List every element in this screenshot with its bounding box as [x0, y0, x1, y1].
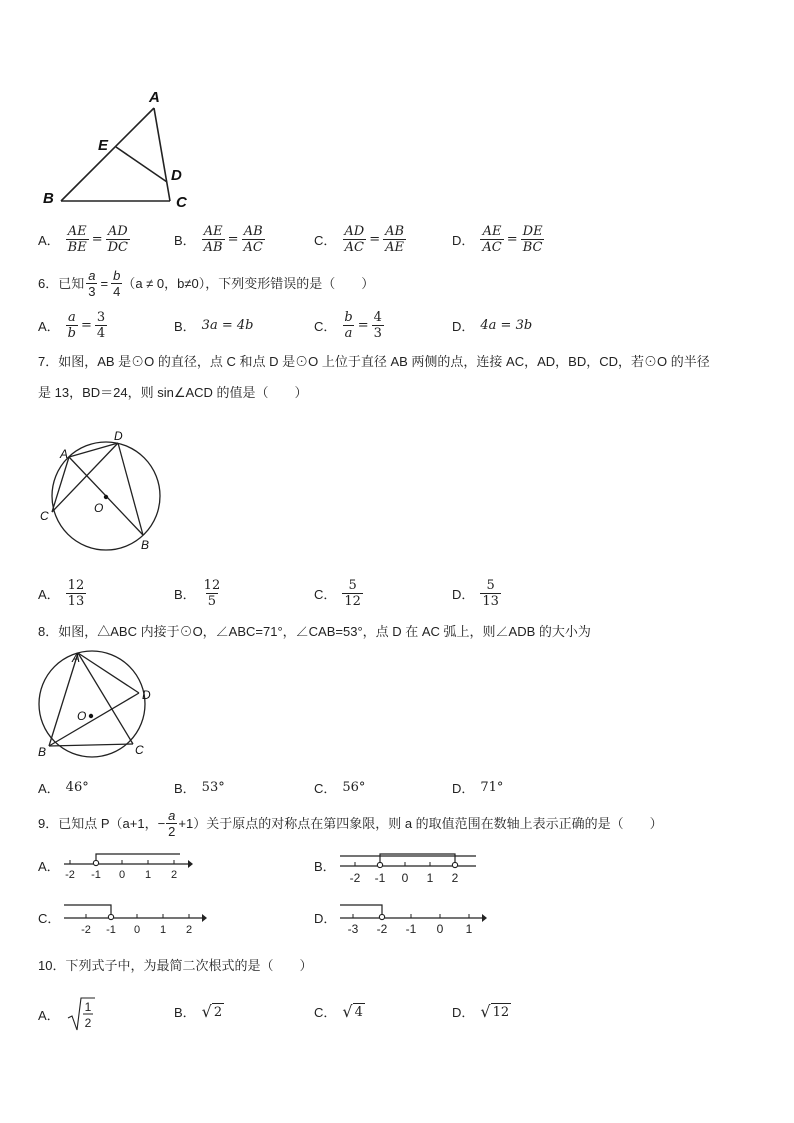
q5-option-a[interactable]: A． $\frac{AE}{BE}$ = $\frac{AD}{DC}$	[38, 224, 128, 255]
svg-text:-2: -2	[349, 871, 361, 885]
triangle-figure	[36, 84, 196, 214]
circle-figure-q8	[32, 648, 162, 762]
q10-option-a[interactable]: A． 1 2	[38, 996, 96, 1032]
sqrt-symbol: √ 12	[480, 1001, 510, 1021]
svg-text:-2: -2	[376, 922, 388, 936]
q10-option-c[interactable]: C． √ 4	[314, 1001, 363, 1021]
circle-o	[39, 651, 145, 757]
q9-option-a[interactable]: A．	[38, 859, 60, 874]
label-o: O	[77, 709, 87, 723]
svg-text:0: 0	[436, 922, 444, 936]
q10-stem: 10．下列式子中，为最简二次根式的是（ ）	[38, 958, 313, 973]
number-line-b	[338, 850, 482, 886]
label-d: D	[171, 167, 182, 184]
q8-option-b[interactable]: B． 53°	[174, 780, 225, 796]
q10-option-b[interactable]: B． √ 2	[174, 1001, 223, 1021]
q6-option-d[interactable]: D． 4a = 3b	[452, 318, 533, 334]
q9-option-d[interactable]: D．	[314, 911, 337, 926]
q10-option-d[interactable]: D． √ 12	[452, 1001, 510, 1021]
svg-text:-2: -2	[65, 869, 75, 881]
label-a: A	[60, 447, 69, 461]
q6-option-b[interactable]: B． 3a = 4b	[174, 318, 254, 334]
svg-text:1: 1	[144, 869, 152, 881]
label-o: O	[94, 501, 104, 515]
sqrt-fraction-symbol	[66, 996, 96, 1032]
svg-text:0: 0	[118, 869, 126, 881]
q6-option-c[interactable]: C． $\frac{b}{a}$ = $\frac{4}{3}$	[314, 310, 382, 341]
side-ac	[78, 653, 133, 744]
q7-stem-line2: 是 13，BD＝24，则 sin∠ACD 的值是（ ）	[38, 385, 308, 400]
svg-text:-1: -1	[91, 869, 101, 881]
q8-option-d[interactable]: D． 71°	[452, 780, 504, 796]
q9-option-b[interactable]: B．	[314, 859, 336, 874]
label-c: C	[40, 509, 49, 523]
segment-ad	[78, 653, 139, 693]
svg-text:2: 2	[451, 871, 459, 885]
q9-stem: 9．已知点 P（a+1，− $\frac{a}{2}$ +1）关于原点的对称点在第四象限，则 a 的取值范围在数轴上表示正确的是（ ）	[38, 808, 663, 839]
side-ac	[154, 108, 170, 201]
q5-option-d[interactable]: D． $\frac{AE}{AC}$ = $\frac{DE}{BC}$	[452, 224, 543, 255]
q6-option-a[interactable]: A． $\frac{a}{b}$ = $\frac{3}{4}$	[38, 310, 106, 341]
svg-text:2: 2	[170, 869, 178, 881]
svg-text:0: 0	[401, 871, 409, 885]
q7-stem-line1: 7．如图，AB 是⊙O 的直径，点 C 和点 D 是⊙O 上位于直径 AB 两侧的点，连接 AC，AD，BD，CD，若⊙O 的半径	[38, 354, 710, 369]
center-dot	[104, 495, 108, 499]
label-c: C	[135, 743, 144, 757]
svg-text:-1: -1	[106, 924, 116, 936]
svg-text:-3: -3	[347, 922, 359, 936]
label-b: B	[43, 190, 54, 207]
side-bc	[49, 744, 133, 746]
svg-text:-1: -1	[405, 922, 417, 936]
q8-option-c[interactable]: C． 56°	[314, 780, 366, 796]
side-ab	[61, 108, 154, 201]
q8-option-a[interactable]: A． 46°	[38, 780, 89, 796]
q7-option-d[interactable]: D． $\frac{5}{13}$	[452, 578, 499, 609]
svg-text:0: 0	[133, 924, 141, 936]
q6-stem: 6．已知 $\frac{a}{3}$ = $\frac{b}{4}$ （ a ≠ 0，b≠0），下列变形错误的是（ ）	[38, 268, 375, 299]
svg-text:1: 1	[84, 1000, 92, 1014]
segment-ed	[116, 147, 167, 182]
label-b: B	[141, 538, 150, 552]
label-d: D	[142, 688, 151, 702]
number-line-c	[60, 900, 210, 936]
sqrt-symbol: √ 2	[201, 1001, 223, 1021]
circle-figure-q7	[36, 424, 176, 556]
svg-text:2: 2	[84, 1016, 92, 1030]
svg-text:-1: -1	[374, 871, 386, 885]
sqrt-symbol: √ 4	[342, 1001, 363, 1021]
label-e: E	[98, 137, 109, 154]
q9-option-c[interactable]: C．	[38, 911, 61, 926]
label-c: C	[176, 194, 187, 211]
label-a: A	[149, 89, 160, 106]
q7-option-b[interactable]: B． $\frac{12}{5}$	[174, 578, 221, 609]
label-b: B	[38, 745, 47, 759]
number-line-d	[338, 900, 490, 936]
center-dot	[89, 714, 93, 718]
label-d: D	[114, 429, 123, 443]
q5-option-c[interactable]: C． $\frac{AD}{AC}$ = $\frac{AB}{AE}$	[314, 224, 405, 255]
svg-text:-2: -2	[81, 924, 91, 936]
q8-stem: 8．如图，△ABC 内接于⊙O，∠ABC=71°，∠CAB=53°，点 D 在 AC 弧上，则∠ADB 的大小为	[38, 624, 591, 639]
label-a: A	[72, 651, 81, 665]
q7-option-c[interactable]: C． $\frac{5}{12}$	[314, 578, 361, 609]
number-line-a	[60, 850, 194, 882]
svg-text:1: 1	[426, 871, 434, 885]
svg-text:1: 1	[159, 924, 167, 936]
q7-option-a[interactable]: A． $\frac{12}{13}$	[38, 578, 85, 609]
svg-text:2: 2	[185, 924, 193, 936]
svg-text:1: 1	[465, 922, 473, 936]
q5-option-b[interactable]: B． $\frac{AE}{AB}$ = $\frac{AB}{AC}$	[174, 224, 263, 255]
